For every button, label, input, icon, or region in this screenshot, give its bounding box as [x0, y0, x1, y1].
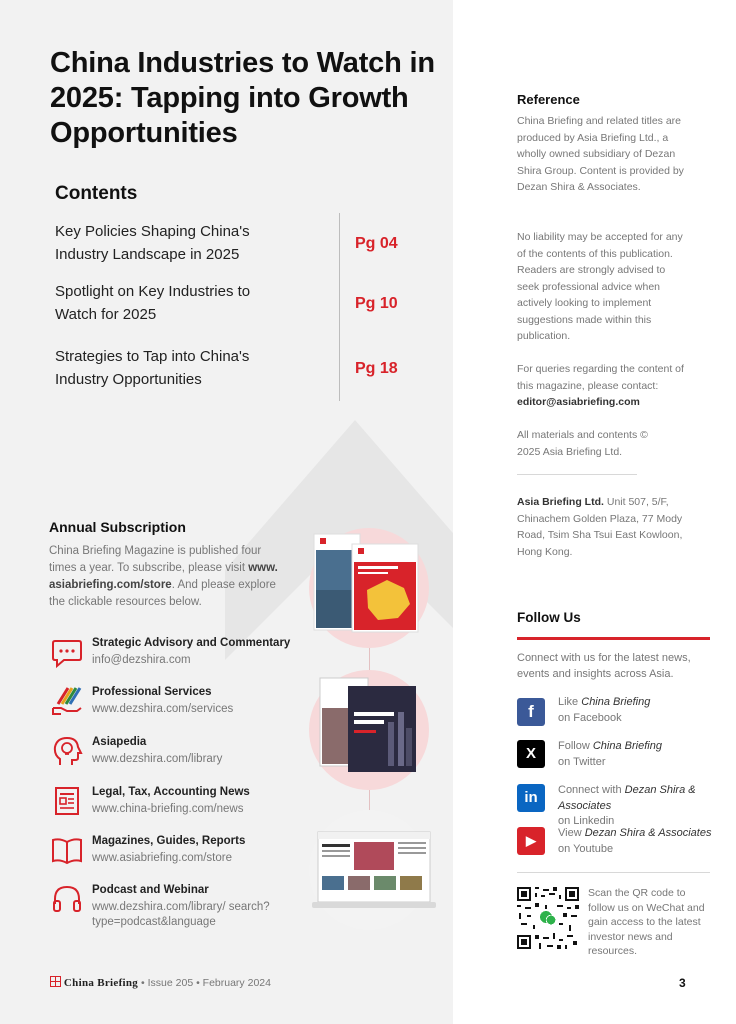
qr-caption: Scan the QR code to follow us on WeChat and gain access to the latest investor news and resources.: [588, 887, 705, 957]
social-divider: [517, 872, 710, 873]
copyright-paragraph: All materials and contents © 2025 Asia Briefing Ltd.: [517, 429, 648, 458]
linkedin-link[interactable]: Connect with Dezan Shira & Associates on Linkedin: [558, 784, 696, 827]
wechat-qr-code[interactable]: [517, 887, 579, 949]
subscription-heading: Annual Subscription: [49, 519, 186, 535]
resource-url[interactable]: www.dezshira.com/library: [92, 753, 223, 765]
youtube-icon[interactable]: ▶: [517, 827, 545, 855]
page-number: 3: [679, 976, 686, 990]
resource-title[interactable]: Podcast and Webinar: [92, 884, 209, 896]
hand-stripes-icon: [50, 684, 84, 718]
issue-info: • Issue 205 • February 2024: [141, 977, 271, 989]
magazine-cover-image[interactable]: [312, 530, 432, 635]
toc-item-label[interactable]: Spotlight on Key Industries to Watch for 2025: [55, 283, 251, 323]
liability-paragraph: No liability may be accepted for any of the contents of this publication. Readers are strongly advised to seek professional advice when actively looking to implement suggestions made within this publication.: [517, 231, 683, 342]
headphones-icon: [50, 882, 84, 916]
twitter-link[interactable]: Follow China Briefing on Twitter: [558, 740, 662, 768]
toc-item-label[interactable]: Key Policies Shaping China's Industry Landscape in 2025: [55, 223, 250, 263]
head-lightbulb-icon: [50, 734, 84, 768]
subscription-link[interactable]: www. asiabriefing.com/store: [49, 562, 278, 591]
resource-url[interactable]: www.china-briefing.com/news: [92, 803, 244, 815]
facebook-icon[interactable]: f: [517, 698, 545, 726]
reference-heading: Reference: [517, 92, 580, 107]
follow-accent-bar: [517, 637, 710, 640]
resource-title[interactable]: Professional Services: [92, 686, 212, 698]
toc-item-page[interactable]: Pg 18: [355, 360, 398, 377]
resource-url[interactable]: www.dezshira.com/library/ search?type=podcast&language: [92, 901, 270, 928]
youtube-link[interactable]: View Dezan Shira & Associates on Youtube: [558, 827, 712, 855]
toc-divider: [339, 213, 340, 401]
chat-bubble-icon: [50, 636, 84, 670]
footer-brand: [50, 976, 271, 989]
toc-item-page[interactable]: Pg 04: [355, 235, 398, 252]
magazine-cover-image[interactable]: [318, 672, 422, 776]
resource-title[interactable]: Magazines, Guides, Reports: [92, 835, 246, 847]
reference-paragraph: China Briefing and related titles are produced by Asia Briefing Ltd., a wholly owned subsidiary of Dezan Shira Group. Content is provided by Dezan Shira & Associates.: [517, 115, 684, 193]
contents-heading: Contents: [55, 183, 138, 204]
resource-title[interactable]: Legal, Tax, Accounting News: [92, 786, 250, 798]
resource-url[interactable]: info@dezshira.com: [92, 654, 191, 666]
facebook-link[interactable]: Like China Briefing on Facebook: [558, 696, 651, 724]
resource-title[interactable]: Strategic Advisory and Commentary: [92, 637, 291, 649]
queries-paragraph: For queries regarding the content of this magazine, please contact: editor@asiabriefing.com: [517, 363, 684, 408]
subscription-text: China Briefing Magazine is published four times a year. To subscribe, please visit www. asiabriefing.com/store. And please explore the clickable resources below.: [49, 545, 278, 608]
address-paragraph: Asia Briefing Ltd. Unit 507, 5/F, Chinachem Golden Plaza, 77 Mody Road, Tsim Sha Tsui East Kowloon, Hong Kong.: [517, 496, 683, 558]
resource-url[interactable]: www.asiabriefing.com/store: [92, 852, 232, 864]
follow-intro: Connect with us for the latest news, events and insights across Asia.: [517, 652, 691, 680]
linkedin-icon[interactable]: in: [517, 784, 545, 812]
open-book-icon: [50, 833, 84, 867]
resource-url[interactable]: www.dezshira.com/services: [92, 703, 234, 715]
china-briefing-logo-icon: [50, 976, 61, 987]
twitter-x-icon[interactable]: X: [517, 740, 545, 768]
reference-divider: [517, 474, 637, 475]
newspaper-icon: [50, 784, 84, 818]
follow-heading: Follow Us: [517, 610, 581, 625]
laptop-website-image[interactable]: [312, 830, 436, 910]
resource-title[interactable]: Asiapedia: [92, 736, 147, 748]
editor-email-link[interactable]: editor@asiabriefing.com: [517, 396, 640, 408]
page-title: China Industries to Watch in 2025: Tapping into Growth Opportunities: [50, 47, 435, 149]
brand-name: China Briefing: [63, 977, 139, 989]
toc-item-page[interactable]: Pg 10: [355, 295, 398, 312]
toc-item-label[interactable]: Strategies to Tap into China's Industry Opportunities: [55, 348, 250, 388]
